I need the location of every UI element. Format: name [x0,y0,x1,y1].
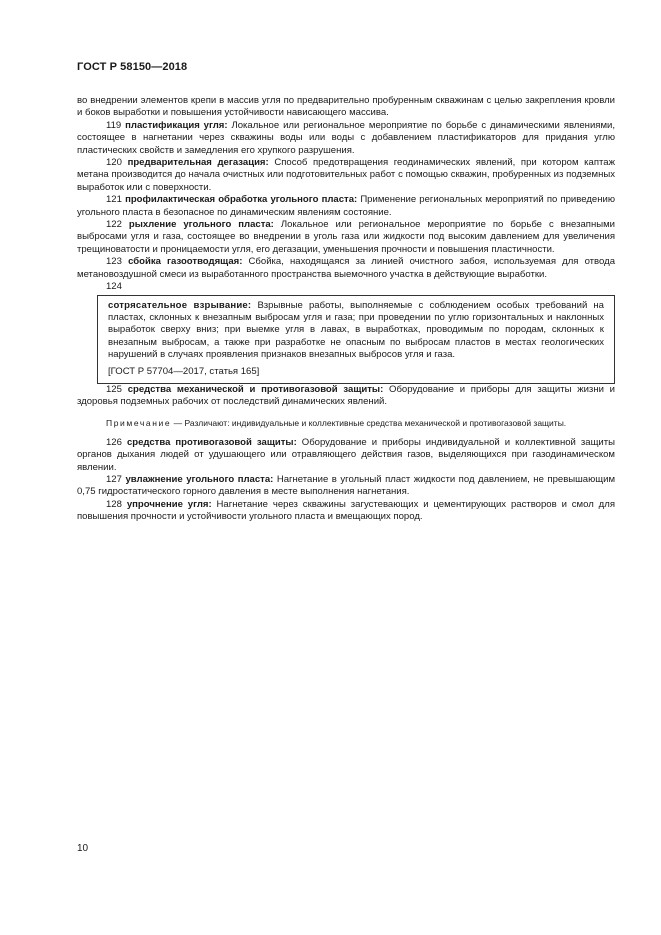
entry-text: Взрывные работы, выполняемые с соблюдением особых требований на пластах, склонных к внезапным выбросам угля и газа; при проведении по углю горизонтальных и наклонных выработок сверху вниз; при выемке угля в лавах, в выработках, проводимым по породам, склонных к внезапным выбросам, а также при разработке не опасным по выбросам пластов в местах геологических нарушений в случаях проявления признаков внезапных выбросов угля и газа. [108,299,604,361]
entry-text: Локальное или региональное мероприятие по борьбе с динамическими явлениями, состоящее в нагнетании через скважины воды или воды с добавлением пластификаторов для придания углю пластических свойств и замедления его хрупкого разрушения. [77,119,616,156]
boxed-definition [97,295,615,384]
document-body [77,95,615,524]
entry-text: Нагнетание в угольный пласт жидкости под давлением, не превышающим 0,75 гидростатического горного давления в месте выполнения нагнетания. [77,473,616,498]
intro-paragraph: во внедрении элементов крепи в массив угля по предварительно пробуренным скважинам с целью закрепления кровли и боков выработки и повышения устойчивости нависающего массива. [77,95,615,119]
entry-125 [77,384,615,409]
entry-127 [77,474,615,499]
entry-term: рыхление угольного пласта: [128,219,274,231]
entry-term: средства механической и противогазовой защиты: [127,383,384,395]
note [77,418,615,429]
entry-number: 122 [106,219,122,231]
note-text: — Различают: индивидуальные и коллективные средства механической и противогазовой защиты. [173,417,567,428]
entry-128 [77,499,615,524]
entry-term: увлажнение угольного пласта: [125,473,274,485]
entry-term: упрочнение угля: [126,498,212,510]
document-header: ГОСТ Р 58150—2018 [77,61,188,73]
entry-text: Оборудование и приборы индивидуальной и коллективной защиты органов дыхания людей от удушающего или отравляющего действия газов, выделяющихся при газодинамическом явлении. [77,436,616,473]
entry-text: Способ предотвращения геодинамических явлений, при котором каптаж метана производится до начала очистных или подготовительных работ с помощью скважин, пробуренных из подземных выработок или с поверхности. [77,157,615,193]
entry-term: сотрясательное взрывание: [108,299,252,311]
entry-number: 126 [106,436,122,448]
boxed-definition-text [108,300,604,362]
boxed-reference: [ГОСТ Р 57704—2017, статья 165] [108,365,260,377]
entry-119 [77,120,615,157]
entry-text: Сбойка, находящаяся за линией очистного забоя, используемая для отвода метановоздушной смеси из выработанного пространства выемочного участка в действующие выработки. [77,256,616,280]
entry-number: 121 [106,194,122,206]
entry-121 [77,194,615,219]
entry-term: профилактическая обработка угольного пласта: [125,194,358,206]
entry-123 [77,256,615,281]
entry-text: Нагнетание через скважины загустевающих и цементирующих растворов и смол для повышения прочности и устойчивости угольного пласта и вмещающих пород. [77,498,615,523]
page-number: 10 [77,843,89,854]
note-label: Примечание [106,417,172,428]
entry-term: средства противогазовой защиты: [126,436,297,448]
entry-number: 125 [106,383,122,395]
entry-term: пластификация угля: [125,119,228,131]
entry-term: предварительная дегазация: [127,157,269,169]
entry-120 [77,157,615,194]
entry-text: Локальное или региональное мероприятие по борьбе с внезапными выбросами угля и газа, состоящее во внедрении в уголь газа или жидкости под высоким давлением для увеличения трещиноватости и проницаемости угля, его дегазации, уменьшения прочности и повышения пластичности. [77,219,616,255]
entry-124-number: 124 [106,281,122,293]
entry-text: Применение региональных мероприятий по приведению угольного пласта в безопасное по динамическим явлениям состояние. [77,194,615,218]
entry-number: 123 [106,256,122,268]
entry-number: 127 [106,473,122,485]
entry-126 [77,437,615,474]
entry-122 [77,219,615,256]
entry-number: 120 [106,157,122,169]
entry-text: Оборудование и приборы для защиты жизни и здоровья подземных рабочих от последствий динамических явлений. [77,383,616,408]
entry-number: 128 [106,498,122,510]
entry-term: сбойка газоотводящая: [128,256,243,268]
entry-number: 119 [106,119,122,131]
